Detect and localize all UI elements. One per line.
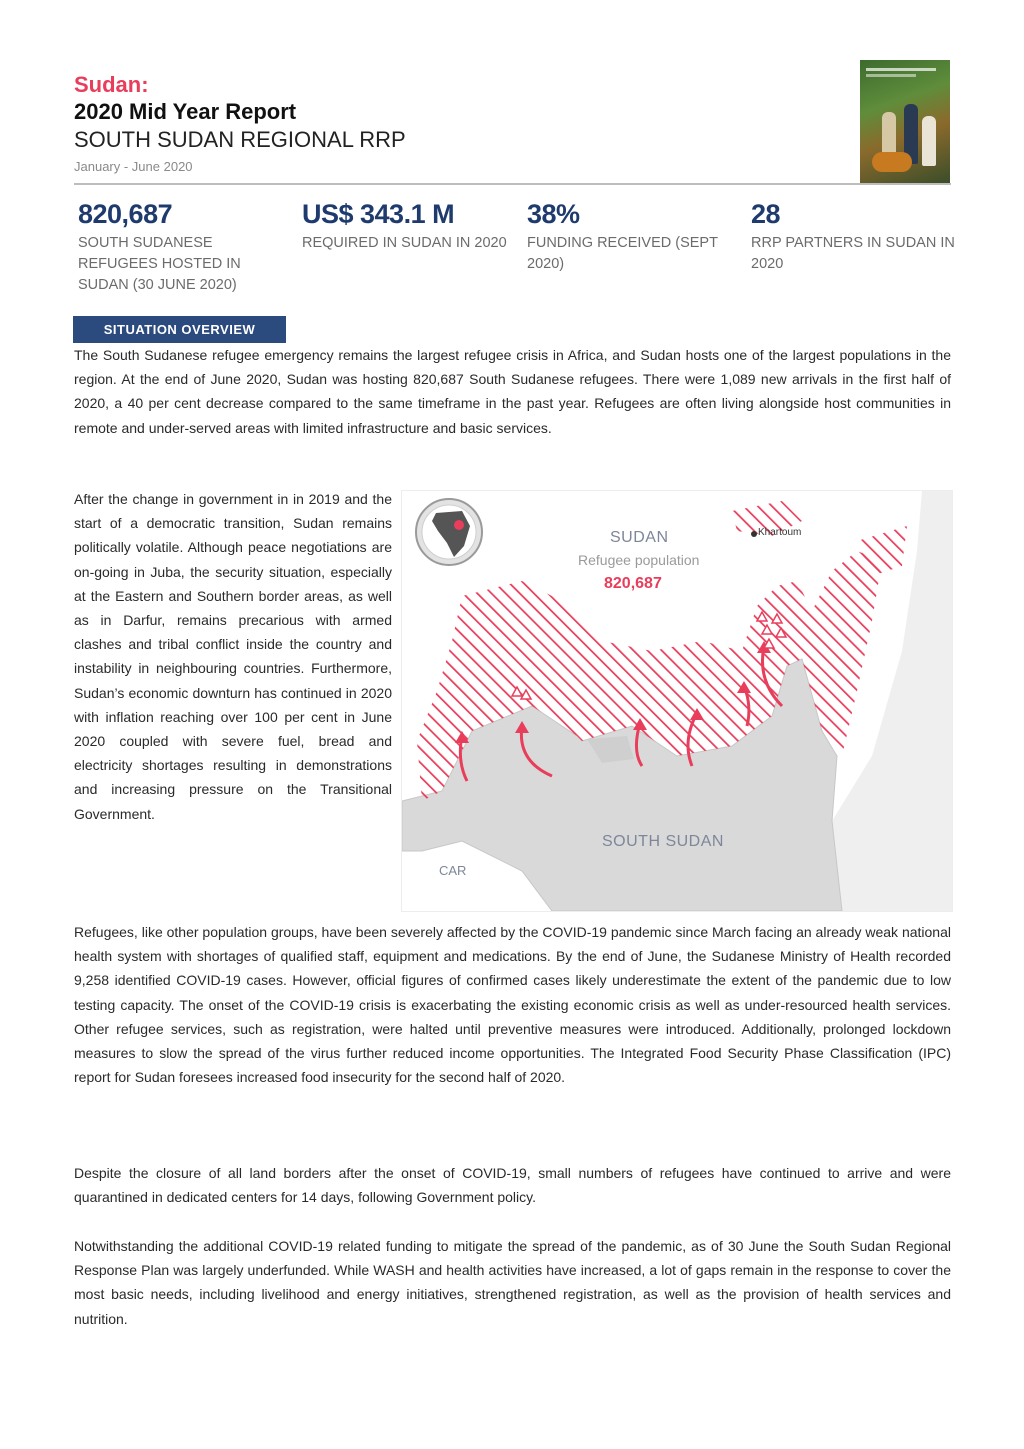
cover-photo-thumbnail [860,60,950,183]
refugee-map [401,490,953,912]
map-label-car: CAR [439,863,467,878]
map-label-refugee-value: 820,687 [604,575,662,592]
key-figure-label: SOUTH SUDANESE REFUGEES HOSTED IN SUDAN (30 JUNE 2020) [78,235,241,293]
key-figure-label: RRP PARTNERS IN SUDAN IN 2020 [751,235,955,272]
city-marker [751,531,757,537]
paragraph-borders: Despite the closure of all land borders after the onset of COVID-19, small numbers of refugees have continued to arrive and were quarantined in dedicated centers for 14 days, following Government policy. [74,1165,951,1206]
key-figure-value: 820,687 [78,199,173,229]
section-banner: SITUATION OVERVIEW [73,316,286,343]
header-divider [74,183,951,185]
key-figure-label: FUNDING RECEIVED (SEPT 2020) [527,235,718,272]
paragraph-overview: The South Sudanese refugee emergency remains the largest refugee crisis in Africa, and Sudan hosts one of the largest populations in the region. At the end of June 2020, Sudan was hosting 820,687 South Sudanese refugees. There were 1,089 new arrivals in the first half of 2020, a 40 per cent decrease compared to the same timeframe in the past year. Refugees are often living alongside host communities in remote and under-served areas with limited infrastructure and basic services. [74,347,951,436]
key-figure-required [302,198,507,254]
report-header [74,72,854,178]
paragraph-covid: Refugees, like other population groups, have been severely affected by the COVID-19 pandemic since March facing an already weak national health system with shortages of qualified staff, equipment and medications. By the end of June, the Sudanese Ministry of Health recorded 9,258 identified COVID-19 cases. However, official figures of confirmed cases likely underestimate the extent of the pandemic due to low testing capacity. The onset of the COVID-19 crisis is exacerbating the existing economic crisis as well as under-resourced health services. Other refugee services, such as registration, were halted until preventive measures were introduced. Additionally, prolonged lockdown measures to slow the spread of the virus further reduced income opportunities. The Integrated Food Security Phase Classification (IPC) report for Sudan foresees increased food insecurity for the second half of 2020. [74,924,951,1086]
key-figure-funding [527,198,732,275]
map-label-south-sudan: SOUTH SUDAN [602,833,724,850]
paragraph-funding: Notwithstanding the additional COVID-19 related funding to mitigate the spread of the pandemic, as of 30 June the South Sudan Regional Response Plan was largely underfunded. While WASH and health activities have increased, a lot of gaps remain in the response to cover the most basic needs, including livelihood and energy initiatives, strengthened registration, as well as the provision of health services and nutrition. [74,1238,951,1327]
map-label-sudan: SUDAN [610,529,669,546]
plan-title: SOUTH SUDAN REGIONAL RRP [74,127,406,152]
report-title: 2020 Mid Year Report [74,99,297,124]
paragraph-politics: After the change in government in in 2019 and the start of a democratic transition, Sudan remains politically volatile. Although peace negotiations are on-going in Juba, the security situation, especially at the Eastern and Southern border areas, as well as in Darfur, remains precarious with armed clashes and tribal conflict inside the country and instability in neighbouring countries. Furthermore, Sudan’s economic downturn has continued in 2020 with inflation reaching over 100 per cent in June 2020 coupled with severe fuel, bread and electricity shortages resulting in demonstrations and increasing pressure on the Transitional Government. [74,491,392,822]
key-figure-value: 28 [751,199,781,229]
key-figure-value: US$ 343.1 M [302,199,455,229]
map-label-refugee-population: Refugee population [578,552,700,568]
country-title: Sudan: [74,72,149,97]
report-period: January - June 2020 [74,159,193,174]
key-figure-value: 38% [527,199,580,229]
key-figure-label: REQUIRED IN SUDAN IN 2020 [302,235,507,251]
key-figure-partners [751,198,956,275]
map-label-khartoum: Khartoum [758,527,802,538]
globe-inset [416,499,482,565]
key-figure-refugees [78,198,283,296]
